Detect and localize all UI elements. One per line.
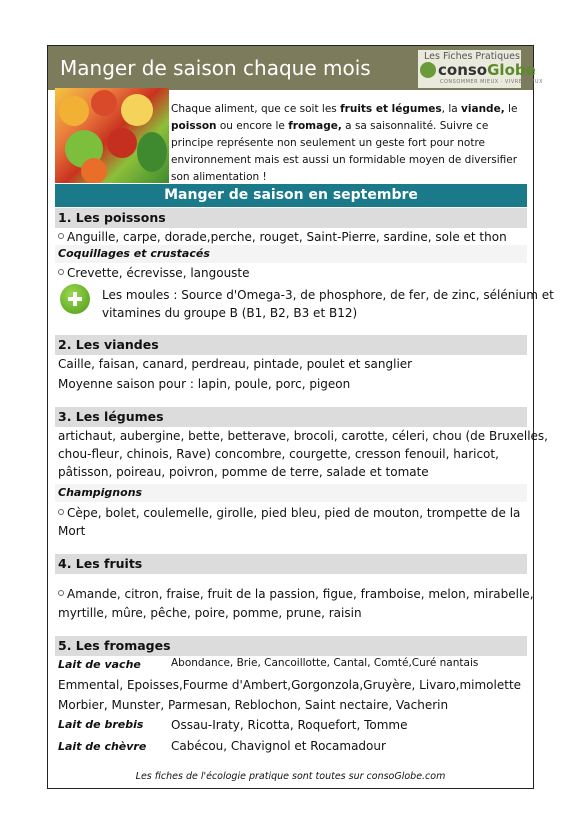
- legumes-line-2: chou-fleur, chinois, Rave) concombre, courgette, cresson fenouil, haricot,: [58, 447, 499, 461]
- fruits-line-1: Amande, citron, fraise, fruit de la passion, figue, framboise, melon, mirabelle,: [58, 587, 534, 601]
- footer-note: Les fiches de l'écologie pratique sont toutes sur consoGlobe.com: [135, 771, 446, 782]
- champignons-line-2: Mort: [58, 524, 86, 538]
- poissons-list: Anguille, carpe, dorade,perche, rouget, Saint-Pierre, sardine, sole et thon: [58, 230, 507, 244]
- section-header-legumes: 3. Les légumes: [55, 407, 527, 427]
- logo-series-label: Les Fiches Pratiques: [424, 51, 520, 62]
- coquillages-list: Crevette, écrevisse, langouste: [58, 266, 250, 280]
- label-lait-de-brebis: Lait de brebis: [58, 718, 144, 731]
- brebis-list: Ossau-Iraty, Ricotta, Roquefort, Tomme: [171, 718, 408, 732]
- intro-paragraph: Chaque aliment, que ce soit les fruits et légumes, la viande, le poisson ou encore le fromage, a sa saisonnalité. Suivre ce principe représente non seulement un geste fort pour notre environnement mais est aussi un formidable moyen de diversifier son alimentation !: [171, 103, 518, 183]
- bullet-icon: [58, 269, 64, 275]
- section-header-viandes: 2. Les viandes: [55, 335, 527, 355]
- legumes-line-3: pâtisson, poireau, poivron, pomme de terre, salade et tomate: [58, 465, 429, 479]
- logo-brand: consoGlobe: [438, 61, 536, 79]
- vache-line-1: Abondance, Brie, Cancoillotte, Cantal, Comté,Curé nantais: [171, 657, 479, 669]
- tip-line-2: vitamines du groupe B (B1, B2, B3 et B12): [102, 306, 358, 320]
- bullet-icon: [58, 509, 64, 515]
- month-banner: Manger de saison en septembre: [55, 184, 527, 207]
- logo-tagline: CONSOMMER MIEUX · VIVRE MIEUX: [440, 79, 543, 85]
- bullet-icon: [58, 590, 64, 596]
- consoglobe-logo[interactable]: [418, 50, 543, 88]
- tip-line-1: Les moules : Source d'Omega-3, de phosphore, de fer, de zinc, sélénium et: [102, 288, 554, 302]
- label-lait-de-chevre: Lait de chèvre: [58, 740, 147, 753]
- subheader-coquillages: Coquillages et crustacés: [55, 245, 527, 263]
- tree-icon: [420, 62, 436, 78]
- bullet-icon: [58, 233, 64, 239]
- legumes-line-1: artichaut, aubergine, bette, betterave, brocoli, carotte, céleri, chou (de Bruxelles,: [58, 429, 548, 443]
- viandes-list: Caille, faisan, canard, perdreau, pintade, poulet et sanglier: [58, 357, 413, 371]
- section-header-fromages: 5. Les fromages: [55, 636, 527, 656]
- vache-line-2: Emmental, Epoisses,Fourme d'Ambert,Gorgonzola,Gruyère, Livaro,mimolette: [58, 678, 522, 692]
- section-header-poissons: 1. Les poissons: [55, 208, 527, 228]
- vache-line-3: Morbier, Munster, Parmesan, Reblochon, Saint nectaire, Vacherin: [58, 698, 449, 712]
- label-lait-de-vache: Lait de vache: [58, 658, 141, 671]
- subheader-champignons: Champignons: [55, 484, 527, 502]
- viandes-moyenne-saison: Moyenne saison pour : lapin, poule, porc, pigeon: [58, 377, 351, 391]
- fruits-line-2: myrtille, mûre, pêche, poire, pomme, prune, raisin: [58, 606, 362, 620]
- page-title: Manger de saison chaque mois: [60, 56, 371, 80]
- plus-icon: [60, 284, 90, 314]
- section-header-fruits: 4. Les fruits: [55, 554, 527, 574]
- fruit-vegetable-photo: [55, 88, 169, 183]
- champignons-line-1: Cèpe, bolet, coulemelle, girolle, pied bleu, pied de mouton, trompette de la: [58, 506, 520, 520]
- chevre-list: Cabécou, Chavignol et Rocamadour: [171, 739, 386, 753]
